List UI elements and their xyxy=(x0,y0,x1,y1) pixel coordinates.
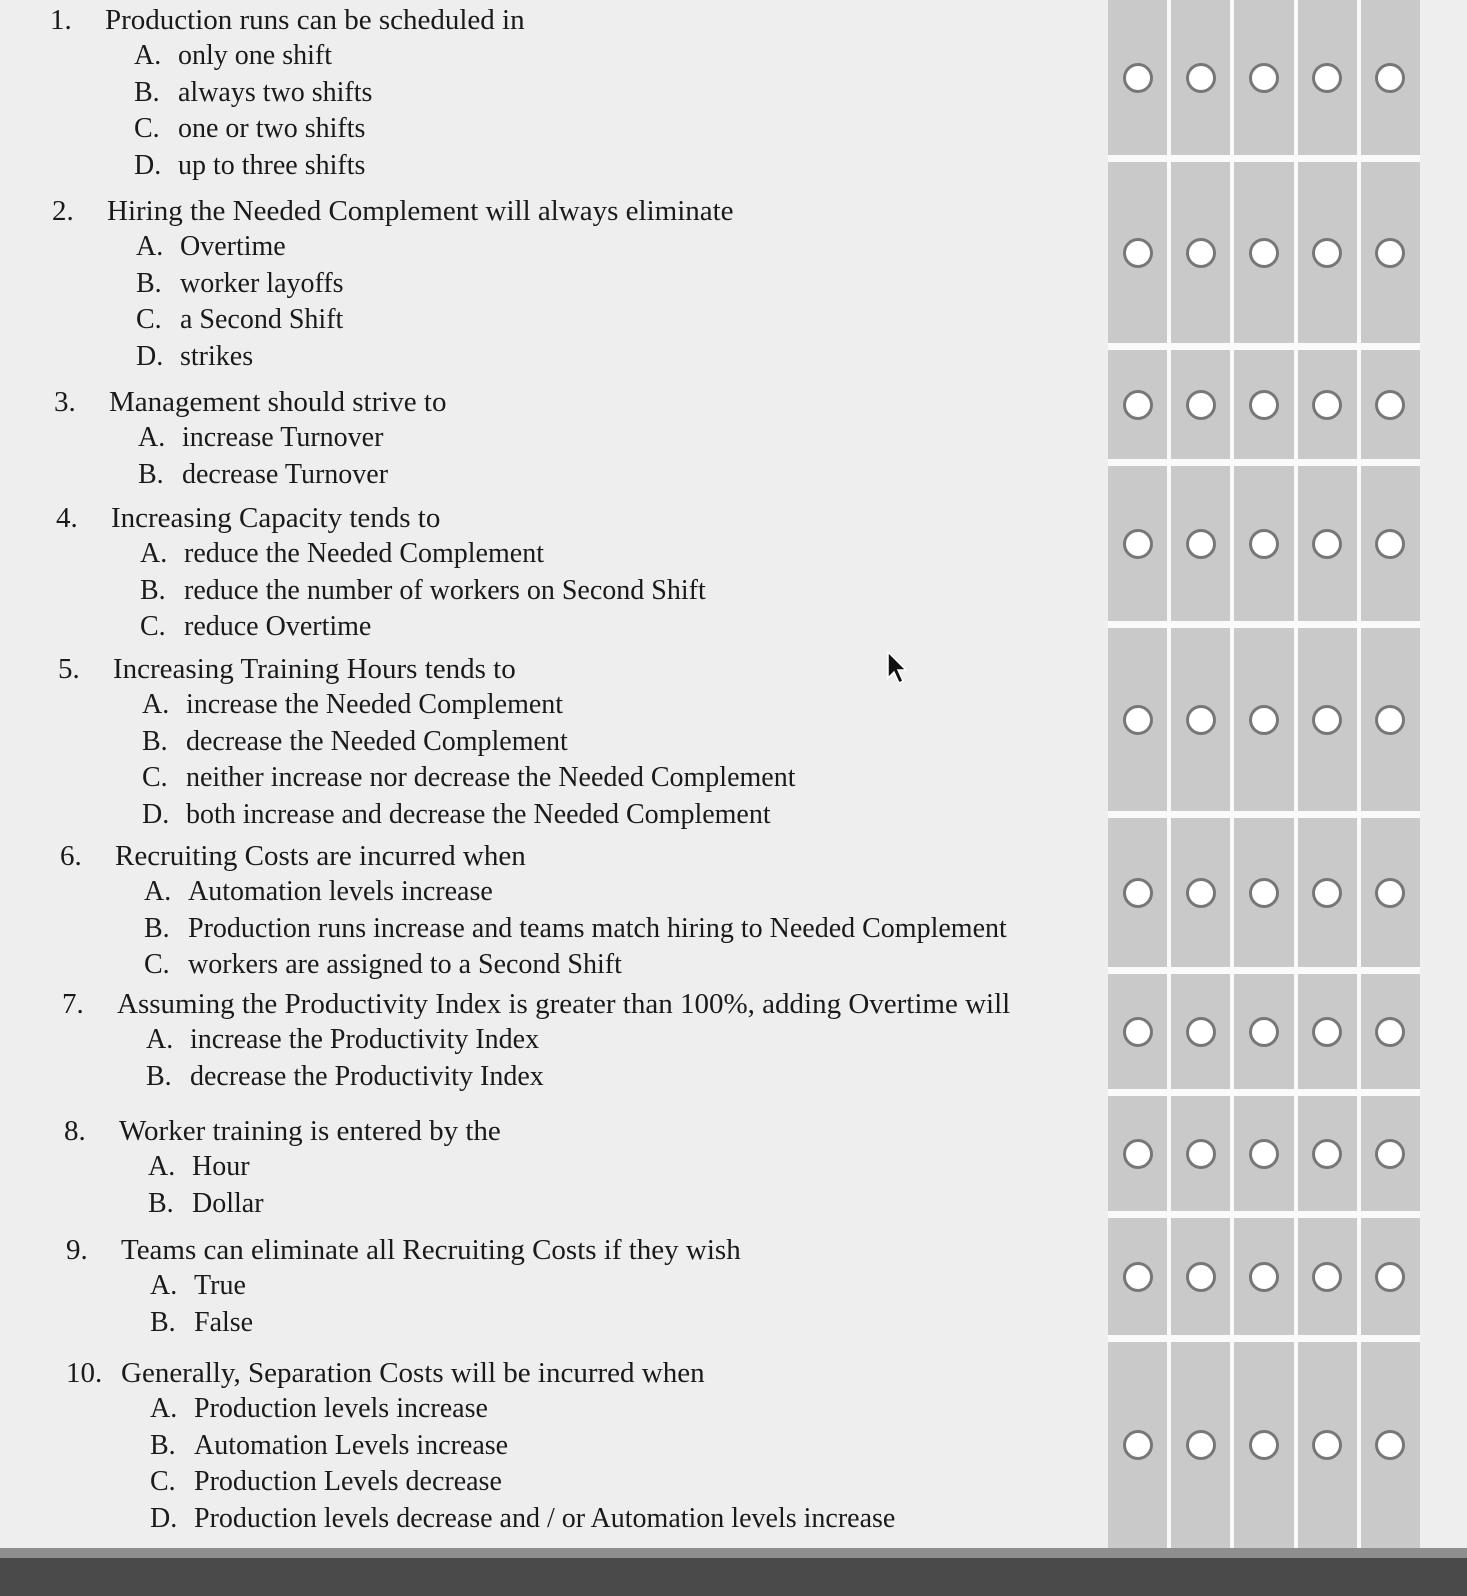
answer-option xyxy=(140,609,706,646)
answer-option xyxy=(150,1428,895,1465)
option-letter: A. xyxy=(134,40,162,71)
question-number: 7. xyxy=(62,988,84,1020)
option-letter: A. xyxy=(150,1393,178,1424)
answer-option xyxy=(150,1501,895,1538)
empty-circle-icon[interactable] xyxy=(1312,1139,1342,1169)
option-letter: B. xyxy=(150,1306,176,1338)
empty-circle-icon[interactable] xyxy=(1123,63,1153,93)
answer-cell xyxy=(1361,1218,1420,1335)
answer-cell xyxy=(1298,0,1357,155)
answer-option xyxy=(148,1186,264,1223)
option-text: Overtime xyxy=(180,231,286,262)
question-number: 1. xyxy=(50,4,72,36)
answer-cell xyxy=(1234,974,1293,1089)
option-text: Production runs increase and teams match hiring to Needed Complement xyxy=(188,912,1007,944)
option-letter: B. xyxy=(138,458,164,490)
empty-circle-icon[interactable] xyxy=(1312,878,1342,908)
empty-circle-icon[interactable] xyxy=(1375,390,1405,420)
empty-circle-icon[interactable] xyxy=(1123,238,1153,268)
answer-cell xyxy=(1108,466,1167,621)
answer-cell xyxy=(1171,1342,1230,1548)
option-letter: D. xyxy=(150,1502,178,1534)
answer-row-6 xyxy=(1108,818,1420,967)
answer-option xyxy=(140,573,706,610)
answer-cell xyxy=(1171,628,1230,811)
answer-option xyxy=(142,724,796,761)
question-number: 2. xyxy=(52,195,74,227)
option-letter: A. xyxy=(142,689,170,720)
empty-circle-icon[interactable] xyxy=(1375,1017,1405,1047)
answer-cell xyxy=(1361,628,1420,811)
answer-cell xyxy=(1298,162,1357,343)
option-text: both increase and decrease the Needed Complement xyxy=(186,798,771,830)
question-3 xyxy=(54,384,447,493)
answer-option xyxy=(136,229,344,266)
answer-cell xyxy=(1361,466,1420,621)
empty-circle-icon[interactable] xyxy=(1375,238,1405,268)
question-text: Generally, Separation Costs will be incurred when xyxy=(121,1357,705,1389)
empty-circle-icon[interactable] xyxy=(1123,1017,1153,1047)
option-letter: A. xyxy=(150,1270,178,1301)
answer-cell xyxy=(1361,818,1420,967)
answer-cell xyxy=(1234,1218,1293,1335)
empty-circle-icon[interactable] xyxy=(1249,238,1279,268)
answer-option xyxy=(150,1305,253,1342)
question-number: 5. xyxy=(58,653,80,685)
empty-circle-icon[interactable] xyxy=(1186,878,1216,908)
option-text: one or two shifts xyxy=(178,113,366,144)
question-text: Increasing Capacity tends to xyxy=(111,502,441,534)
empty-circle-icon[interactable] xyxy=(1375,1430,1405,1460)
answer-cell xyxy=(1361,0,1420,155)
option-text: decrease the Productivity Index xyxy=(190,1060,544,1092)
answer-cell xyxy=(1234,162,1293,343)
answer-cell xyxy=(1298,974,1357,1089)
question-number: 8. xyxy=(64,1115,86,1147)
option-text: Dollar xyxy=(192,1187,264,1219)
option-letter: C. xyxy=(140,611,166,642)
answer-cell xyxy=(1234,466,1293,621)
empty-circle-icon[interactable] xyxy=(1186,1017,1216,1047)
empty-circle-icon[interactable] xyxy=(1249,1017,1279,1047)
question-5 xyxy=(58,651,796,833)
empty-circle-icon[interactable] xyxy=(1249,1139,1279,1169)
empty-circle-icon[interactable] xyxy=(1186,705,1216,735)
question-text: Worker training is entered by the xyxy=(119,1115,501,1147)
question-stem xyxy=(66,1355,895,1391)
option-letter: B. xyxy=(142,725,168,757)
option-text: Automation Levels increase xyxy=(194,1429,509,1461)
option-text: increase Turnover xyxy=(182,422,384,453)
answer-option xyxy=(146,1022,544,1059)
question-4 xyxy=(56,500,706,646)
option-letter: B. xyxy=(150,1429,176,1461)
option-letter: C. xyxy=(150,1466,176,1497)
answer-cell xyxy=(1298,350,1357,459)
answer-cell xyxy=(1108,0,1167,155)
option-letter: B. xyxy=(136,267,162,299)
empty-circle-icon[interactable] xyxy=(1123,878,1153,908)
answer-cell xyxy=(1171,0,1230,155)
option-text: decrease the Needed Complement xyxy=(186,725,568,757)
option-text: workers are assigned to a Second Shift xyxy=(188,949,622,980)
question-text: Recruiting Costs are incurred when xyxy=(115,840,526,872)
empty-circle-icon[interactable] xyxy=(1312,529,1342,559)
option-letter: B. xyxy=(148,1187,174,1219)
question-stem xyxy=(66,1232,741,1268)
option-text: strikes xyxy=(180,340,254,372)
question-number: 3. xyxy=(54,386,76,418)
option-letter: B. xyxy=(134,76,160,108)
answer-cell xyxy=(1361,162,1420,343)
empty-circle-icon[interactable] xyxy=(1312,1262,1342,1292)
question-number: 4. xyxy=(56,502,78,534)
option-text: always two shifts xyxy=(178,76,373,108)
answer-cell xyxy=(1298,1342,1357,1548)
answer-cell xyxy=(1108,974,1167,1089)
arrow-cursor-icon xyxy=(886,650,910,686)
question-6 xyxy=(60,838,1007,984)
answer-option xyxy=(150,1464,895,1501)
answer-row-9 xyxy=(1108,1218,1420,1335)
empty-circle-icon[interactable] xyxy=(1123,390,1153,420)
question-stem xyxy=(54,384,447,420)
answer-cell xyxy=(1108,628,1167,811)
option-text: False xyxy=(194,1306,254,1338)
empty-circle-icon[interactable] xyxy=(1186,1262,1216,1292)
answer-row-2 xyxy=(1108,162,1420,343)
answer-cell xyxy=(1361,350,1420,459)
option-letter: C. xyxy=(134,113,160,144)
empty-circle-icon[interactable] xyxy=(1249,705,1279,735)
option-text: a Second Shift xyxy=(180,304,344,335)
answer-row-1 xyxy=(1108,0,1420,155)
answer-option xyxy=(146,1059,544,1096)
answer-cell xyxy=(1171,162,1230,343)
question-stem xyxy=(58,651,796,687)
option-letter: A. xyxy=(140,538,168,569)
question-stem xyxy=(56,500,706,536)
empty-circle-icon[interactable] xyxy=(1249,878,1279,908)
option-text: neither increase nor decrease the Needed Complement xyxy=(186,762,796,793)
empty-circle-icon[interactable] xyxy=(1375,63,1405,93)
answer-cell xyxy=(1298,466,1357,621)
option-letter: A. xyxy=(138,422,166,453)
question-9 xyxy=(66,1232,741,1341)
empty-circle-icon[interactable] xyxy=(1375,1262,1405,1292)
answer-option xyxy=(134,111,372,148)
answer-cell xyxy=(1298,1218,1357,1335)
option-text: Production levels increase xyxy=(194,1393,488,1424)
answer-cell xyxy=(1361,974,1420,1089)
option-letter: D. xyxy=(136,340,164,372)
question-stem xyxy=(64,1113,501,1149)
option-letter: B. xyxy=(140,574,166,606)
option-letter: A. xyxy=(148,1151,176,1182)
answer-cell xyxy=(1171,1218,1230,1335)
empty-circle-icon[interactable] xyxy=(1249,1430,1279,1460)
empty-circle-icon[interactable] xyxy=(1312,1017,1342,1047)
empty-circle-icon[interactable] xyxy=(1375,1139,1405,1169)
answer-option xyxy=(142,760,796,797)
answer-option xyxy=(138,457,388,494)
empty-circle-icon[interactable] xyxy=(1249,1262,1279,1292)
answer-cell xyxy=(1108,1096,1167,1211)
question-stem xyxy=(62,986,1011,1022)
answer-option xyxy=(134,75,372,112)
option-letter: C. xyxy=(136,304,162,335)
empty-circle-icon[interactable] xyxy=(1312,705,1342,735)
option-letter: C. xyxy=(144,949,170,980)
empty-circle-icon[interactable] xyxy=(1375,878,1405,908)
option-letter: C. xyxy=(142,762,168,793)
answer-cell xyxy=(1171,466,1230,621)
answer-cell xyxy=(1171,818,1230,967)
question-stem xyxy=(60,838,1007,874)
empty-circle-icon[interactable] xyxy=(1123,1430,1153,1460)
option-letter: D. xyxy=(142,798,170,830)
empty-circle-icon[interactable] xyxy=(1123,705,1153,735)
answer-option xyxy=(138,420,388,457)
answer-cell xyxy=(1171,1096,1230,1211)
option-letter: A. xyxy=(144,876,172,907)
empty-circle-icon[interactable] xyxy=(1312,1430,1342,1460)
answer-cell xyxy=(1234,818,1293,967)
answer-cell xyxy=(1108,818,1167,967)
option-text: increase the Productivity Index xyxy=(190,1024,540,1055)
answer-cell xyxy=(1234,0,1293,155)
answer-cell xyxy=(1234,1342,1293,1548)
answer-cell xyxy=(1298,1096,1357,1211)
answer-option xyxy=(150,1391,895,1428)
empty-circle-icon[interactable] xyxy=(1312,238,1342,268)
option-letter: B. xyxy=(146,1060,172,1092)
option-text: True xyxy=(194,1270,246,1301)
question-stem xyxy=(50,2,525,38)
option-text: increase the Needed Complement xyxy=(186,689,564,720)
option-text: only one shift xyxy=(178,40,332,71)
answer-row-7 xyxy=(1108,974,1420,1089)
answer-cell xyxy=(1361,1342,1420,1548)
empty-circle-icon[interactable] xyxy=(1186,390,1216,420)
question-text: Teams can eliminate all Recruiting Costs if they wish xyxy=(121,1234,741,1266)
monitor-bezel xyxy=(0,1548,1467,1596)
answer-cell xyxy=(1108,1218,1167,1335)
answer-option xyxy=(142,797,796,834)
question-text: Increasing Training Hours tends to xyxy=(113,653,516,685)
answer-row-10 xyxy=(1108,1342,1420,1548)
option-text: up to three shifts xyxy=(178,149,366,181)
empty-circle-icon[interactable] xyxy=(1249,390,1279,420)
empty-circle-icon[interactable] xyxy=(1375,529,1405,559)
answer-cell xyxy=(1234,350,1293,459)
option-text: Production levels decrease and / or Automation levels increase xyxy=(194,1502,896,1534)
answer-row-4 xyxy=(1108,466,1420,621)
answer-option xyxy=(136,339,344,376)
option-text: Automation levels increase xyxy=(188,876,493,907)
question-7 xyxy=(62,986,1011,1095)
question-number: 10. xyxy=(66,1357,103,1389)
question-2 xyxy=(52,193,734,375)
answer-row-8 xyxy=(1108,1096,1420,1211)
question-number: 6. xyxy=(60,840,82,872)
empty-circle-icon[interactable] xyxy=(1186,238,1216,268)
answer-cell xyxy=(1171,350,1230,459)
question-number: 9. xyxy=(66,1234,88,1266)
empty-circle-icon[interactable] xyxy=(1186,529,1216,559)
empty-circle-icon[interactable] xyxy=(1312,63,1342,93)
answer-cell xyxy=(1361,1096,1420,1211)
empty-circle-icon[interactable] xyxy=(1186,63,1216,93)
question-text: Production runs can be scheduled in xyxy=(105,4,525,36)
empty-circle-icon[interactable] xyxy=(1186,1430,1216,1460)
question-10 xyxy=(66,1355,895,1537)
empty-circle-icon[interactable] xyxy=(1375,705,1405,735)
answer-option xyxy=(136,302,344,339)
option-text: reduce the Needed Complement xyxy=(184,538,544,569)
answer-sheet xyxy=(1108,0,1420,1548)
option-text: reduce Overtime xyxy=(184,611,372,642)
answer-row-5 xyxy=(1108,628,1420,811)
question-text: Hiring the Needed Complement will always eliminate xyxy=(107,195,734,227)
empty-circle-icon[interactable] xyxy=(1249,63,1279,93)
empty-circle-icon[interactable] xyxy=(1186,1139,1216,1169)
answer-option xyxy=(134,38,372,75)
option-text: reduce the number of workers on Second Shift xyxy=(184,574,706,606)
option-text: decrease Turnover xyxy=(182,458,389,490)
answer-option xyxy=(144,947,1007,984)
answer-option xyxy=(144,874,1007,911)
answer-option xyxy=(136,266,344,303)
option-letter: D. xyxy=(134,149,162,181)
option-text: Production Levels decrease xyxy=(194,1466,502,1497)
option-text: Hour xyxy=(192,1151,250,1182)
question-text: Assuming the Productivity Index is greater than 100%, adding Overtime will xyxy=(117,988,1011,1020)
empty-circle-icon[interactable] xyxy=(1123,1139,1153,1169)
answer-option xyxy=(148,1149,264,1186)
question-stem xyxy=(52,193,734,229)
option-letter: B. xyxy=(144,912,170,944)
answer-cell xyxy=(1108,350,1167,459)
answer-cell xyxy=(1234,1096,1293,1211)
answer-option xyxy=(134,148,372,185)
answer-cell xyxy=(1298,818,1357,967)
question-text: Management should strive to xyxy=(109,386,447,418)
answer-row-3 xyxy=(1108,350,1420,459)
answer-option xyxy=(142,687,796,724)
answer-cell xyxy=(1298,628,1357,811)
option-letter: A. xyxy=(146,1024,174,1055)
answer-cell xyxy=(1108,1342,1167,1548)
answer-option xyxy=(150,1268,253,1305)
option-letter: A. xyxy=(136,231,164,262)
empty-circle-icon[interactable] xyxy=(1123,1262,1153,1292)
question-1 xyxy=(50,2,525,184)
answer-option xyxy=(140,536,706,573)
empty-circle-icon[interactable] xyxy=(1249,529,1279,559)
answer-cell xyxy=(1234,628,1293,811)
answer-cell xyxy=(1171,974,1230,1089)
empty-circle-icon[interactable] xyxy=(1123,529,1153,559)
question-8 xyxy=(64,1113,501,1222)
answer-cell xyxy=(1108,162,1167,343)
option-text: worker layoffs xyxy=(180,267,344,299)
empty-circle-icon[interactable] xyxy=(1312,390,1342,420)
answer-option xyxy=(144,911,1007,948)
